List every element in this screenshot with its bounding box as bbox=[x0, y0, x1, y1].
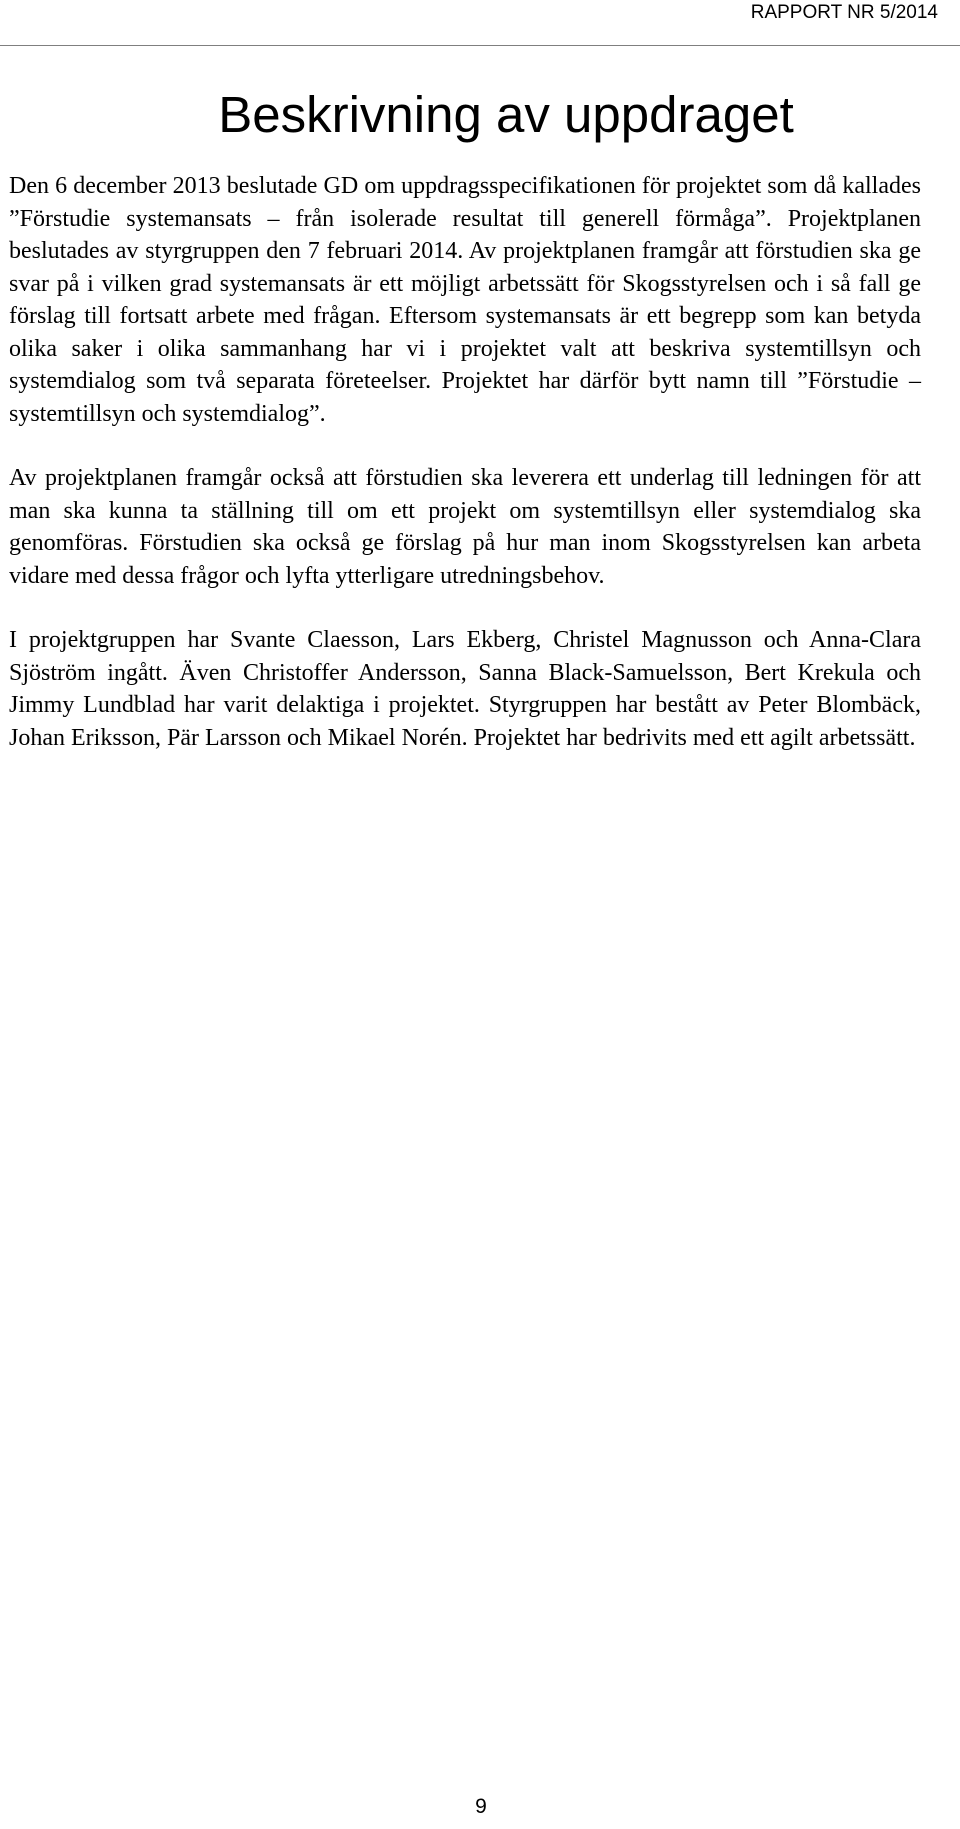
page-title: Beskrivning av uppdraget bbox=[218, 86, 794, 143]
report-number-label: RAPPORT NR 5/2014 bbox=[750, 2, 938, 23]
paragraph-project-plan: Av projektplanen framgår också att förstudien ska leverera ett underlag till ledningen för att man ska kunna ta ställning till om ett projekt om systemtillsyn eller systemdialog ska genomföras. Förstudien ska också ge förslag på hur man inom Skogsstyrelsen kan arbeta vidare med dessa frågor och lyfta ytterligare utredningsbehov. bbox=[9, 465, 921, 589]
paragraph-assignment-background: Den 6 december 2013 beslutade GD om uppdragsspecifikationen för projektet som då kallades ”Förstudie systemansats – från isolerade resultat till generell förmåga”. Projektplanen beslutades av styrgruppen den 7 februari 2014. Av projektplanen framgår att förstudien ska ge svar på i vilken grad systemansats är ett möjligt arbetssätt för Skogsstyrelsen och i så fall ge förslag till fortsatt arbete med frågan. Eftersom systemansats är ett begrepp som kan betyda olika saker i olika sammanhang har vi i projektet valt att beskriva systemtillsyn och systemdialog som två separata företeelser. Projektet har därför bytt namn till ”Förstudie – systemtillsyn och systemdialog”. bbox=[9, 173, 921, 427]
body-text bbox=[9, 170, 921, 786]
page-number: 9 bbox=[475, 1795, 487, 1818]
paragraph-project-members: I projektgruppen har Svante Claesson, Lars Ekberg, Christel Magnusson och Anna-Clara Sjöström ingått. Även Christoffer Andersson, Sanna Black-Samuelsson, Bert Krekula och Jimmy Lundblad har varit delaktiga i projektet. Styrgruppen har bestått av Peter Blombäck, Johan Eriksson, Pär Larsson och Mikael Norén. Projektet har bedrivits med ett agilt arbetssätt. bbox=[9, 627, 921, 751]
running-header bbox=[0, 0, 960, 46]
